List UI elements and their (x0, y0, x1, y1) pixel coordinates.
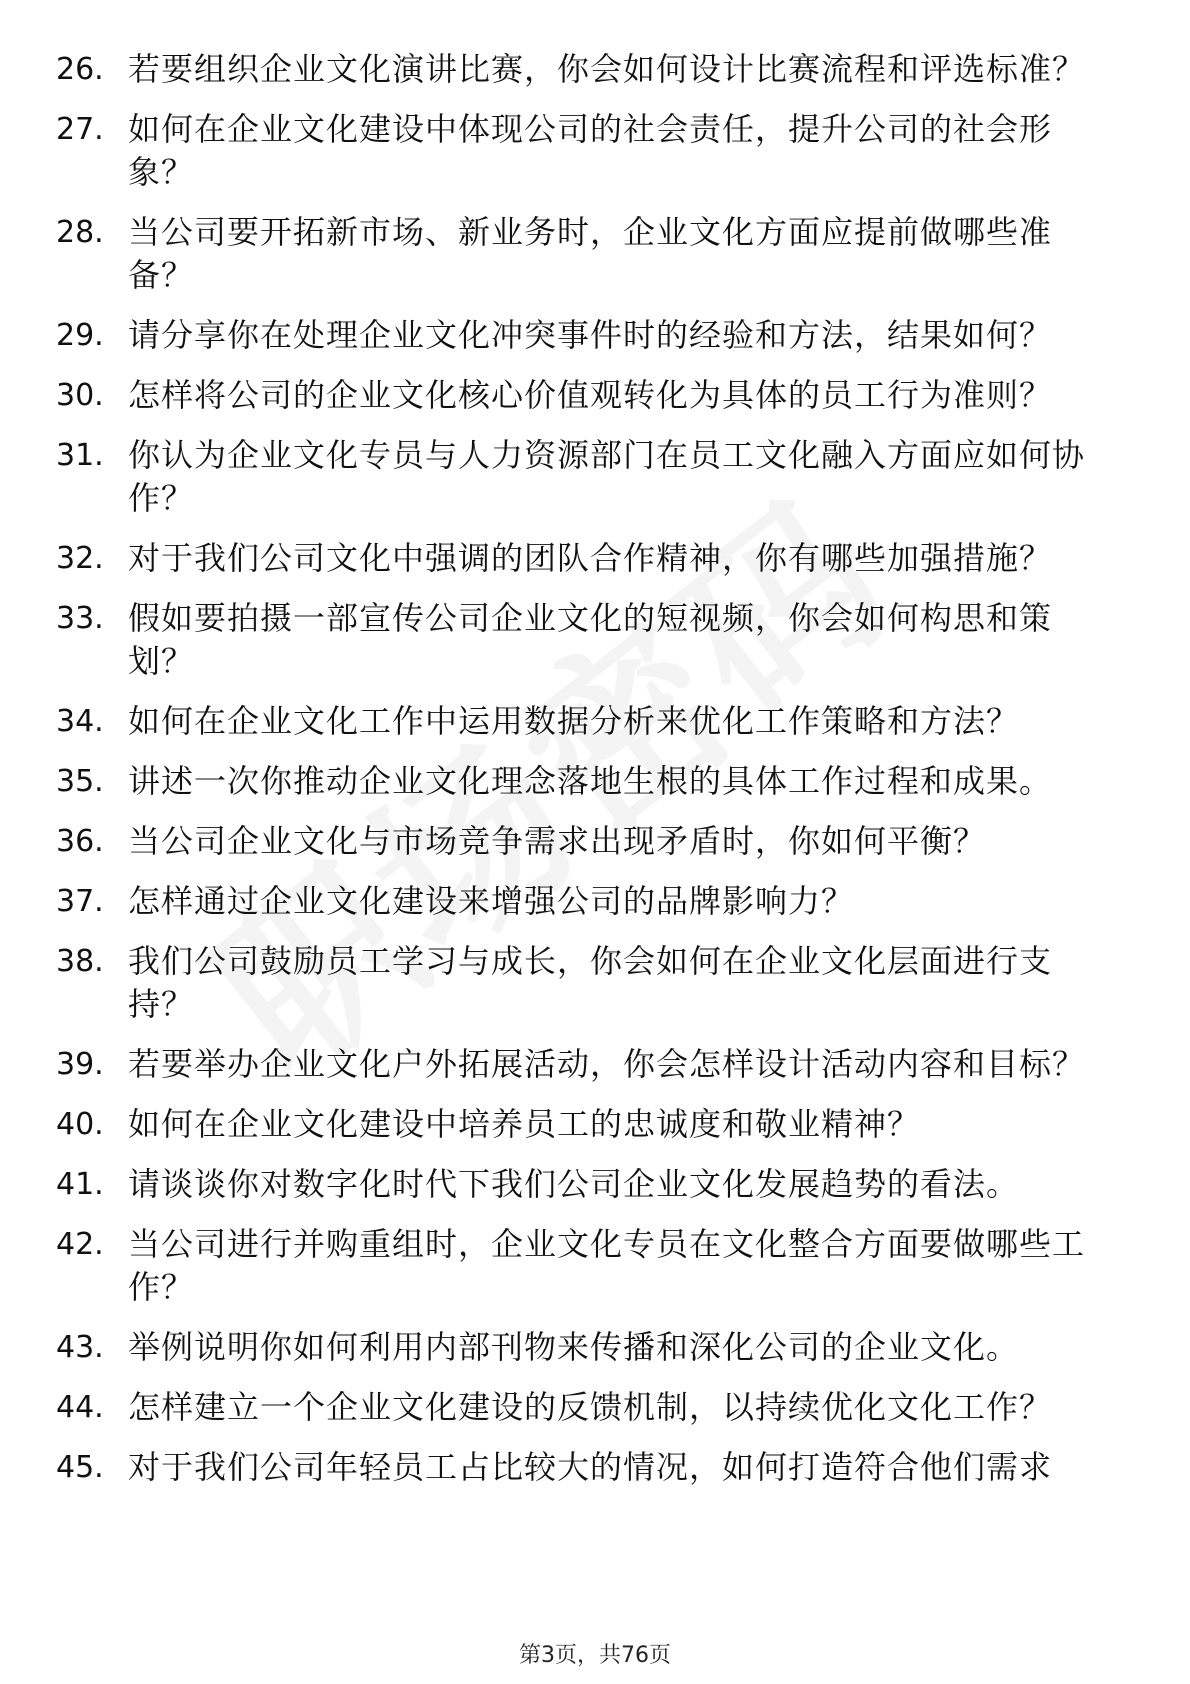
list-item (0, 314, 1190, 357)
question-text: 举例说明你如何利用内部刊物来传播和深化公司的企业文化。 (128, 1328, 1020, 1366)
question-text: 若要举办企业文化户外拓展活动，你会怎样设计活动内容和目标？ (128, 1045, 1086, 1083)
list-item (0, 374, 1190, 417)
question-number: 41. (56, 1167, 104, 1202)
list-item (0, 940, 1190, 1026)
question-text: 请分享你在处理企业文化冲突事件时的经验和方法，结果如何？ (128, 316, 1053, 354)
question-list (0, 48, 1190, 1506)
list-item (0, 880, 1190, 923)
question-text: 怎样将公司的企业文化核心价值观转化为具体的员工行为准则？ (128, 376, 1053, 414)
question-text: 假如要拍摄一部宣传公司企业文化的短视频，你会如何构思和策划？ (128, 599, 1053, 680)
question-number: 40. (56, 1107, 104, 1142)
question-number: 33. (56, 601, 104, 636)
list-item (0, 48, 1190, 91)
question-number: 30. (56, 378, 104, 413)
list-item (0, 820, 1190, 863)
question-number: 38. (56, 944, 104, 979)
list-item (0, 1386, 1190, 1429)
question-number: 42. (56, 1227, 104, 1262)
question-text: 如何在企业文化建设中培养员工的忠诚度和敬业精神？ (128, 1105, 921, 1143)
question-number: 36. (56, 824, 104, 859)
question-text: 对于我们公司文化中强调的团队合作精神，你有哪些加强措施？ (128, 539, 1053, 577)
question-number: 32. (56, 541, 104, 576)
question-text: 我们公司鼓励员工学习与成长，你会如何在企业文化层面进行支持？ (128, 942, 1053, 1023)
list-item (0, 1326, 1190, 1369)
question-number: 26. (56, 52, 104, 87)
list-item (0, 434, 1190, 520)
list-item (0, 597, 1190, 683)
question-text: 若要组织企业文化演讲比赛，你会如何设计比赛流程和评选标准？ (128, 50, 1086, 88)
question-number: 44. (56, 1390, 104, 1425)
question-number: 31. (56, 438, 104, 473)
list-item (0, 211, 1190, 297)
list-item (0, 537, 1190, 580)
question-number: 45. (56, 1450, 104, 1485)
question-text: 当公司要开拓新市场、新业务时，企业文化方面应提前做哪些准备？ (128, 213, 1053, 294)
question-text: 当公司进行并购重组时，企业文化专员在文化整合方面要做哪些工作？ (128, 1225, 1086, 1306)
question-number: 27. (56, 112, 104, 147)
question-number: 34. (56, 704, 104, 739)
question-number: 37. (56, 884, 104, 919)
question-text: 如何在企业文化建设中体现公司的社会责任，提升公司的社会形象？ (128, 110, 1053, 191)
list-item (0, 108, 1190, 194)
question-text: 你认为企业文化专员与人力资源部门在员工文化融入方面应如何协作？ (128, 436, 1086, 517)
page-footer: 第3页，共76页 (519, 1643, 671, 1668)
question-text: 对于我们公司年轻员工占比较大的情况，如何打造符合他们需求 (128, 1448, 1053, 1486)
list-item (0, 1446, 1190, 1489)
question-number: 29. (56, 318, 104, 353)
question-text: 讲述一次你推动企业文化理念落地生根的具体工作过程和成果。 (128, 762, 1053, 800)
question-number: 28. (56, 215, 104, 250)
question-number: 39. (56, 1047, 104, 1082)
question-text: 怎样通过企业文化建设来增强公司的品牌影响力？ (128, 882, 855, 920)
question-number: 35. (56, 764, 104, 799)
list-item (0, 1163, 1190, 1206)
list-item (0, 760, 1190, 803)
question-text: 如何在企业文化工作中运用数据分析来优化工作策略和方法？ (128, 702, 1020, 740)
question-text: 请谈谈你对数字化时代下我们公司企业文化发展趋势的看法。 (128, 1165, 1020, 1203)
question-number: 43. (56, 1330, 104, 1365)
question-text: 怎样建立一个企业文化建设的反馈机制，以持续优化文化工作？ (128, 1388, 1053, 1426)
list-item (0, 1223, 1190, 1309)
list-item (0, 1103, 1190, 1146)
question-text: 当公司企业文化与市场竞争需求出现矛盾时，你如何平衡？ (128, 822, 987, 860)
list-item (0, 700, 1190, 743)
list-item (0, 1043, 1190, 1086)
